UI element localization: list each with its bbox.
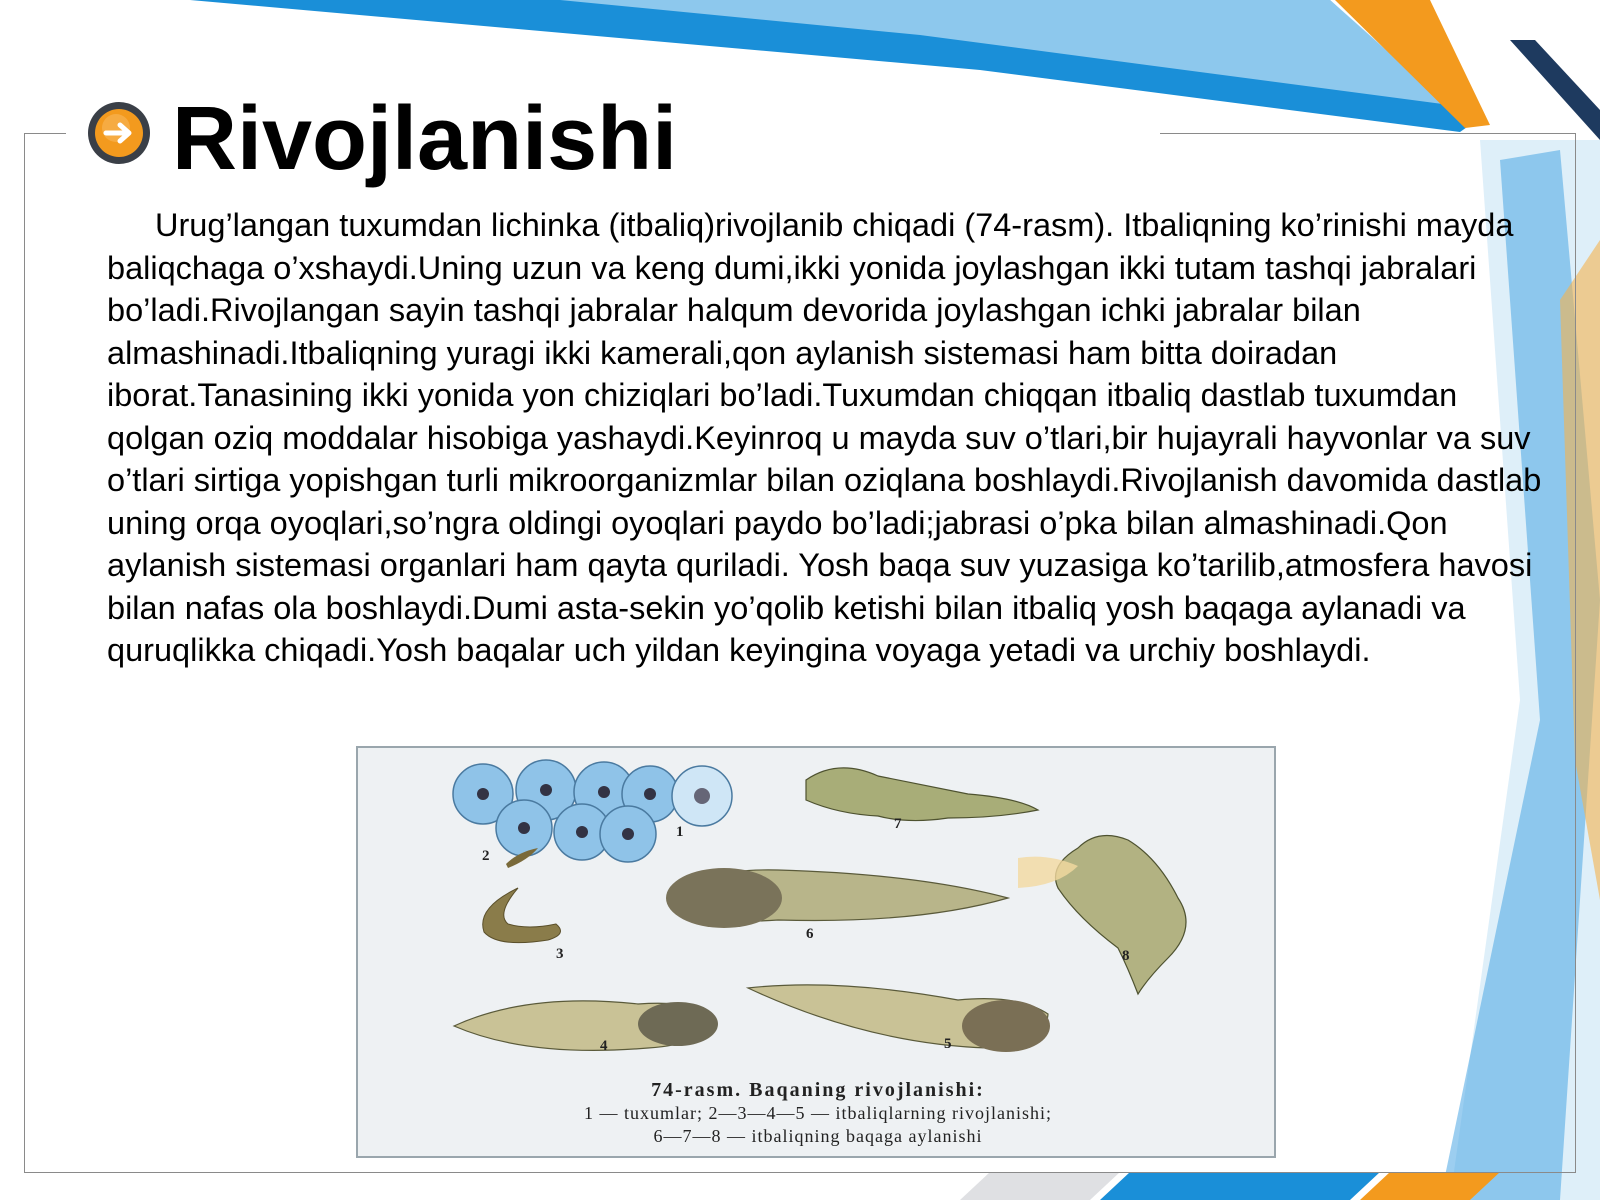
caption-line-1: 1 — tuxumlar; 2—3—4—5 — itbaliqlarning rivojlanishi; [584,1103,1052,1123]
curled-larva-illustration [483,888,561,943]
stage-label-3: 3 [556,946,564,962]
figure-caption [358,1078,1278,1148]
bottom-blue-band [1100,1172,1380,1200]
stage-label-5: 5 [944,1036,952,1052]
frame-top-right-line [1160,133,1576,134]
caption-line-2: 6—7—8 — itbaliqning baqaga aylanishi [653,1126,983,1146]
stage-label-4: 4 [600,1038,608,1054]
frame-top-left-line [24,133,66,134]
frog-development-figure [356,746,1276,1158]
arrow-right-circle-icon [86,100,152,166]
body-paragraph: Urug’langan tuxumdan lichinka (itbaliq)rivojlanib chiqadi (74-rasm). Itbaliqning ko’rinishi mayda baliqchaga o’xshaydi.Uning uzun va keng dumi,ikki yonida joylashgan ikki tutam tashqi jabralari bo’ladi.Rivojlangan sayin tashqi jabralar halqum devorida joylashgan ichki jabralar bilan almashinadi.Itbaliqning yuragi ikki kamerali,qon aylanish sistemasi ham bitta doiradan iborat.Tanasining ikki yonida yon chiziqlari bo’ladi.Tuxumdan chiqqan itbaliq dastlab tuxumdan qolgan oziq moddalar hisobiga yashaydi.Keyinroq u mayda suv o’tlari,bir hujayrali hayvonlar va suv o’tlari sirtiga yopishgan turli mikroorganizmlar bilan oziqlana boshlaydi.Rivojlanish davomida dastlab uning orqa oyoqlari,so’ngra oldingi oyoqlari paydo bo’ladi;jabrasi o’pka bilan almashinadi.Qon aylanish sistemasi organlari ham qayta quriladi. Yosh baqa suv yuzasiga ko’tarilib,atmosfera havosi bilan nafas ola boshlaydi.Dumi asta-sekin yo’qolib ketishi bilan itbaliq yosh baqaga aylanadi va quruqlikka chiqadi.Yosh baqalar uch yildan keyingina voyaga yetadi va urchiy boshlaydi. [107,207,1542,668]
caption-title: 74-rasm. Baqaning rivojlanishi: [651,1079,985,1101]
eggs-illustration [453,760,732,862]
slide-title: Rivojlanishi [172,89,678,189]
stage-label-1: 1 [676,824,684,840]
stage-label-7: 7 [894,816,902,832]
froglet-illustration [806,768,1038,821]
stage-label-6: 6 [806,926,814,942]
stage-label-8: 8 [1122,948,1130,964]
bottom-gray-band [960,1172,1120,1200]
top-right-navy-band [1510,40,1600,140]
stage-label-2: 2 [482,848,490,864]
adult-frog-illustration [1056,836,1187,995]
